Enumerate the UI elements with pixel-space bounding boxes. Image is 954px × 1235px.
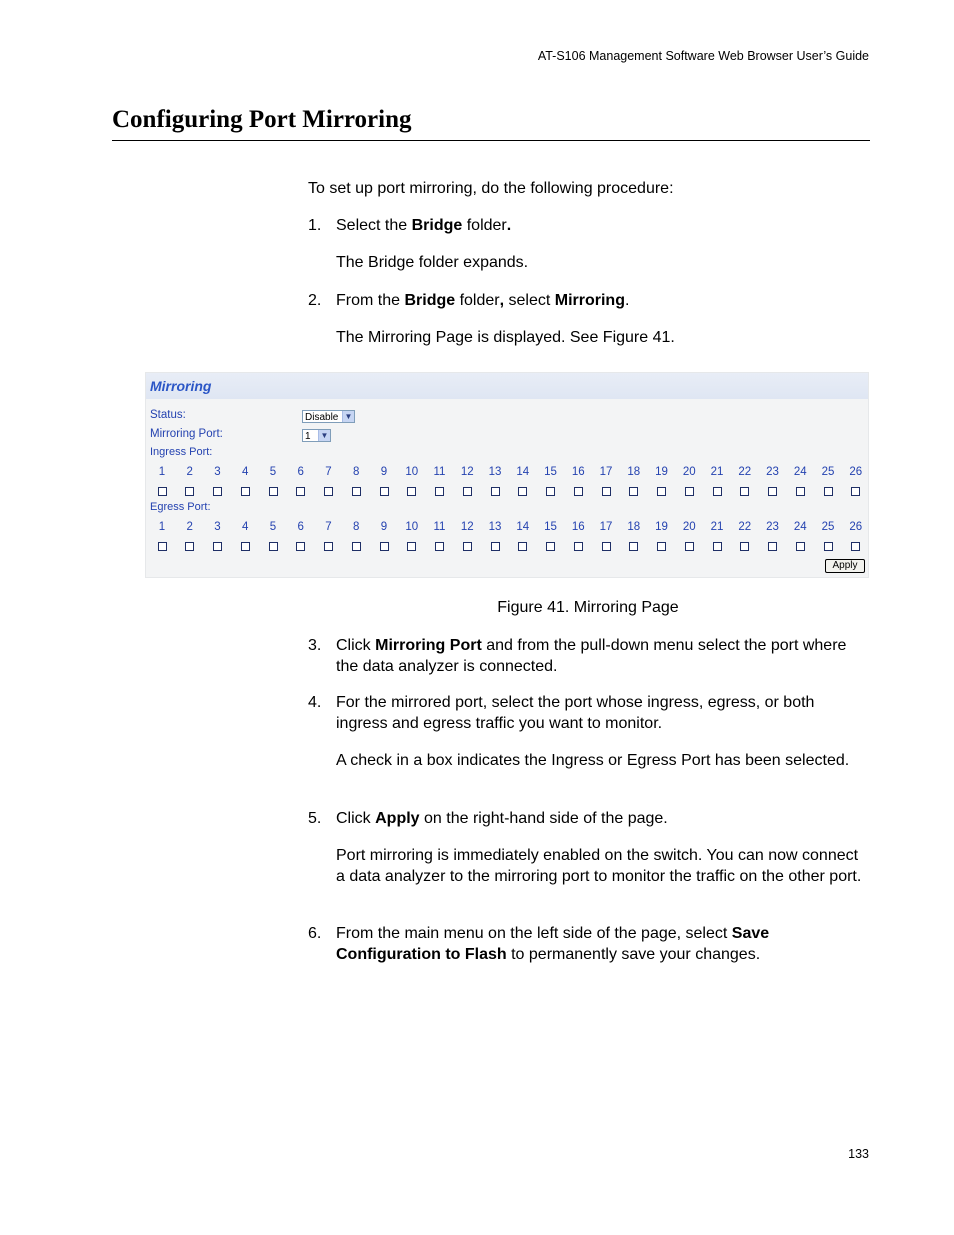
step-1-note: The Bridge folder expands. (336, 254, 529, 271)
ingress-port-checkbox[interactable] (296, 487, 305, 496)
egress-port-checkbox[interactable] (824, 542, 833, 551)
ingress-port-number: 11 (433, 466, 446, 478)
egress-port-number: 17 (599, 521, 613, 533)
egress-port-number: 3 (214, 521, 221, 533)
ingress-port-number: 6 (297, 466, 304, 478)
step-bold: Mirroring Port (375, 637, 482, 654)
ingress-port-checkbox[interactable] (824, 487, 833, 496)
egress-port-checkbox[interactable] (629, 542, 638, 551)
ingress-port-checkbox[interactable] (796, 487, 805, 496)
ingress-port-checkbox[interactable] (352, 487, 361, 496)
egress-port-checkbox[interactable] (380, 542, 389, 551)
step-text: Select the (336, 217, 412, 234)
egress-port-checkbox[interactable] (657, 542, 666, 551)
step-2-note: The Mirroring Page is displayed. See Figure 41. (336, 329, 675, 346)
egress-port-checkbox[interactable] (685, 542, 694, 551)
step-text: folder (455, 292, 500, 309)
step-text: Click (336, 637, 376, 654)
panel-title: Mirroring (150, 378, 212, 394)
egress-port-checkbox[interactable] (546, 542, 555, 551)
ingress-port-number: 20 (682, 466, 696, 478)
ingress-port-checkbox[interactable] (241, 487, 250, 496)
egress-port-number: 21 (710, 521, 724, 533)
ingress-port-number: 26 (849, 466, 863, 478)
step-text: to permanently save your changes. (506, 945, 761, 963)
egress-port-number: 12 (460, 521, 474, 533)
egress-port-checkbox[interactable] (796, 542, 805, 551)
ingress-port-checkbox[interactable] (740, 487, 749, 496)
egress-port-checkbox[interactable] (740, 542, 749, 551)
ingress-port-checkbox[interactable] (324, 487, 333, 496)
ingress-port-checkbox[interactable] (213, 487, 222, 496)
ingress-port-number: 12 (460, 466, 474, 478)
egress-port-number: 7 (325, 521, 332, 533)
step-2 (308, 291, 868, 312)
egress-port-number: 8 (353, 521, 360, 533)
egress-port-checkbox[interactable] (185, 542, 194, 551)
ingress-port-number: 22 (738, 466, 752, 478)
egress-port-number: 10 (405, 521, 419, 533)
ingress-port-checkbox[interactable] (185, 487, 194, 496)
step-text: and from the pull-down menu select the port where the data analyzer is connected. (336, 637, 847, 675)
egress-port-checkbox[interactable] (213, 542, 222, 551)
intro-text: To set up port mirroring, do the following procedure: (308, 180, 674, 197)
egress-port-number: 11 (433, 521, 446, 533)
ingress-port-checkbox[interactable] (435, 487, 444, 496)
egress-port-number: 2 (186, 521, 193, 533)
step-bold: Mirroring (554, 292, 625, 309)
ingress-port-checkbox[interactable] (269, 487, 278, 496)
egress-port-checkbox[interactable] (158, 542, 167, 551)
ingress-port-checkbox[interactable] (546, 487, 555, 496)
step-bold: , (499, 292, 505, 309)
egress-port-number: 1 (158, 521, 166, 533)
ingress-port-number: 7 (325, 466, 332, 478)
status-select[interactable] (302, 410, 355, 423)
step-bold: Apply (375, 810, 420, 827)
step-number: 6. (308, 925, 322, 942)
ingress-port-number: 1 (158, 466, 166, 478)
egress-port-number: 24 (793, 521, 807, 533)
ingress-port-checkbox[interactable] (158, 487, 167, 496)
step-text: select (504, 292, 555, 309)
figure-caption: Figure 41. Mirroring Page (497, 599, 679, 616)
egress-port-checkbox[interactable] (463, 542, 472, 551)
egress-port-number: 20 (682, 521, 696, 533)
ingress-port-checkbox[interactable] (685, 487, 694, 496)
ingress-port-number: 4 (242, 466, 249, 478)
step-number: 1. (308, 217, 322, 234)
ingress-port-checkbox[interactable] (574, 487, 583, 496)
ingress-port-number: 14 (516, 466, 530, 478)
step-text: From the main menu on the left side of the page, select (336, 925, 732, 942)
egress-port-number: 25 (821, 521, 835, 533)
step-number: 2. (308, 292, 322, 309)
step-bold: Bridge (404, 292, 456, 309)
egress-port-checkbox[interactable] (352, 542, 361, 551)
egress-port-number: 23 (766, 521, 779, 533)
egress-port-checkbox[interactable] (324, 542, 333, 551)
apply-button[interactable]: Apply (825, 559, 865, 573)
ingress-port-number: 19 (655, 466, 668, 478)
ingress-port-checkbox[interactable] (851, 487, 860, 496)
egress-port-number: 4 (242, 521, 249, 533)
egress-port-number: 13 (488, 521, 502, 533)
ingress-port-number: 23 (766, 466, 779, 478)
egress-port-number: 18 (627, 521, 641, 533)
step-4 (308, 693, 868, 734)
ingress-port-checkbox[interactable] (463, 487, 472, 496)
egress-port-number: 16 (571, 521, 585, 533)
egress-port-checkbox[interactable] (241, 542, 250, 551)
status-value: Disable (305, 412, 339, 423)
step-text: For the mirrored port, select the port whose ingress, egress, or both ingress and egress traffic you want to monitor. (336, 694, 815, 732)
egress-port-number: 5 (269, 521, 277, 533)
ingress-port-number: 13 (488, 466, 502, 478)
ingress-port-label: Ingress Port: (150, 446, 213, 458)
egress-port-checkbox[interactable] (768, 542, 777, 551)
chevron-down-icon: ▼ (342, 411, 354, 422)
ingress-port-checkbox[interactable] (602, 487, 611, 496)
ingress-port-number: 21 (710, 466, 724, 478)
ingress-port-number: 9 (380, 466, 388, 478)
egress-port-number: 19 (655, 521, 668, 533)
section-title: Configuring Port Mirroring (112, 106, 412, 133)
ingress-port-number: 16 (571, 466, 585, 478)
title-rule (112, 140, 870, 141)
chevron-down-icon: ▼ (318, 430, 330, 441)
ingress-port-checkbox[interactable] (657, 487, 666, 496)
egress-port-number: 14 (516, 521, 530, 533)
step-text: folder (462, 217, 507, 234)
egress-port-number: 15 (544, 521, 557, 533)
ingress-port-number: 5 (269, 466, 277, 478)
ingress-port-checkbox[interactable] (768, 487, 777, 496)
ingress-port-number: 25 (821, 466, 835, 478)
ingress-port-number: 2 (186, 466, 193, 478)
step-number: 5. (308, 810, 322, 827)
egress-port-number: 22 (738, 521, 752, 533)
ingress-port-checkbox[interactable] (713, 487, 722, 496)
step-4-note: A check in a box indicates the Ingress or Egress Port has been selected. (336, 752, 850, 769)
step-text: From the (336, 292, 405, 309)
running-header: AT-S106 Management Software Web Browser User’s Guide (537, 49, 869, 63)
egress-port-checkbox[interactable] (435, 542, 444, 551)
ingress-port-number: 8 (353, 466, 360, 478)
ingress-port-checkbox[interactable] (491, 487, 500, 496)
step-3 (308, 636, 868, 677)
status-label: Status: (150, 409, 186, 421)
step-number: 4. (308, 694, 322, 711)
egress-port-checkbox[interactable] (296, 542, 305, 551)
page-number: 133 (848, 1147, 869, 1161)
egress-port-checkbox[interactable] (269, 542, 278, 551)
step-bold: Bridge (411, 217, 463, 234)
egress-port-number: 9 (380, 521, 388, 533)
step-number: 3. (308, 637, 322, 654)
ingress-port-number: 17 (599, 466, 613, 478)
ingress-port-checkbox[interactable] (407, 487, 416, 496)
ingress-port-checkbox[interactable] (629, 487, 638, 496)
mirroring-port-select[interactable] (302, 429, 331, 442)
ingress-port-number: 18 (627, 466, 641, 478)
mirroring-port-label: Mirroring Port: (150, 428, 223, 440)
ingress-port-number: 24 (793, 466, 807, 478)
ingress-port-checkbox[interactable] (380, 487, 389, 496)
step-5 (308, 809, 868, 830)
step-text: Click (336, 810, 376, 827)
ingress-port-number: 10 (405, 466, 419, 478)
mirroring-port-value: 1 (305, 431, 311, 442)
ingress-port-checkbox[interactable] (518, 487, 527, 496)
egress-port-checkbox[interactable] (574, 542, 583, 551)
step-bold: . (506, 217, 512, 234)
egress-port-checkbox[interactable] (518, 542, 527, 551)
egress-port-checkbox[interactable] (407, 542, 416, 551)
egress-port-label: Egress Port: (150, 501, 211, 513)
step-1 (308, 216, 868, 237)
step-6 (308, 924, 868, 965)
egress-port-number: 6 (297, 521, 304, 533)
egress-port-checkbox[interactable] (602, 542, 611, 551)
step-5-note: Port mirroring is immediately enabled on the switch. You can now connect a data analyzer to the mirroring port to monitor the traffic on the other port. (336, 847, 862, 885)
panel-header (146, 373, 868, 399)
egress-port-number: 26 (849, 521, 863, 533)
mirroring-screenshot (145, 372, 869, 578)
step-text: on the right-hand side of the page. (419, 810, 668, 827)
ingress-port-number: 3 (214, 466, 221, 478)
ingress-port-number: 15 (544, 466, 557, 478)
step-bold: Save Configuration to Flash (336, 925, 770, 963)
step-text: . (624, 292, 630, 309)
egress-port-checkbox[interactable] (851, 542, 860, 551)
egress-port-checkbox[interactable] (491, 542, 500, 551)
egress-port-checkbox[interactable] (713, 542, 722, 551)
